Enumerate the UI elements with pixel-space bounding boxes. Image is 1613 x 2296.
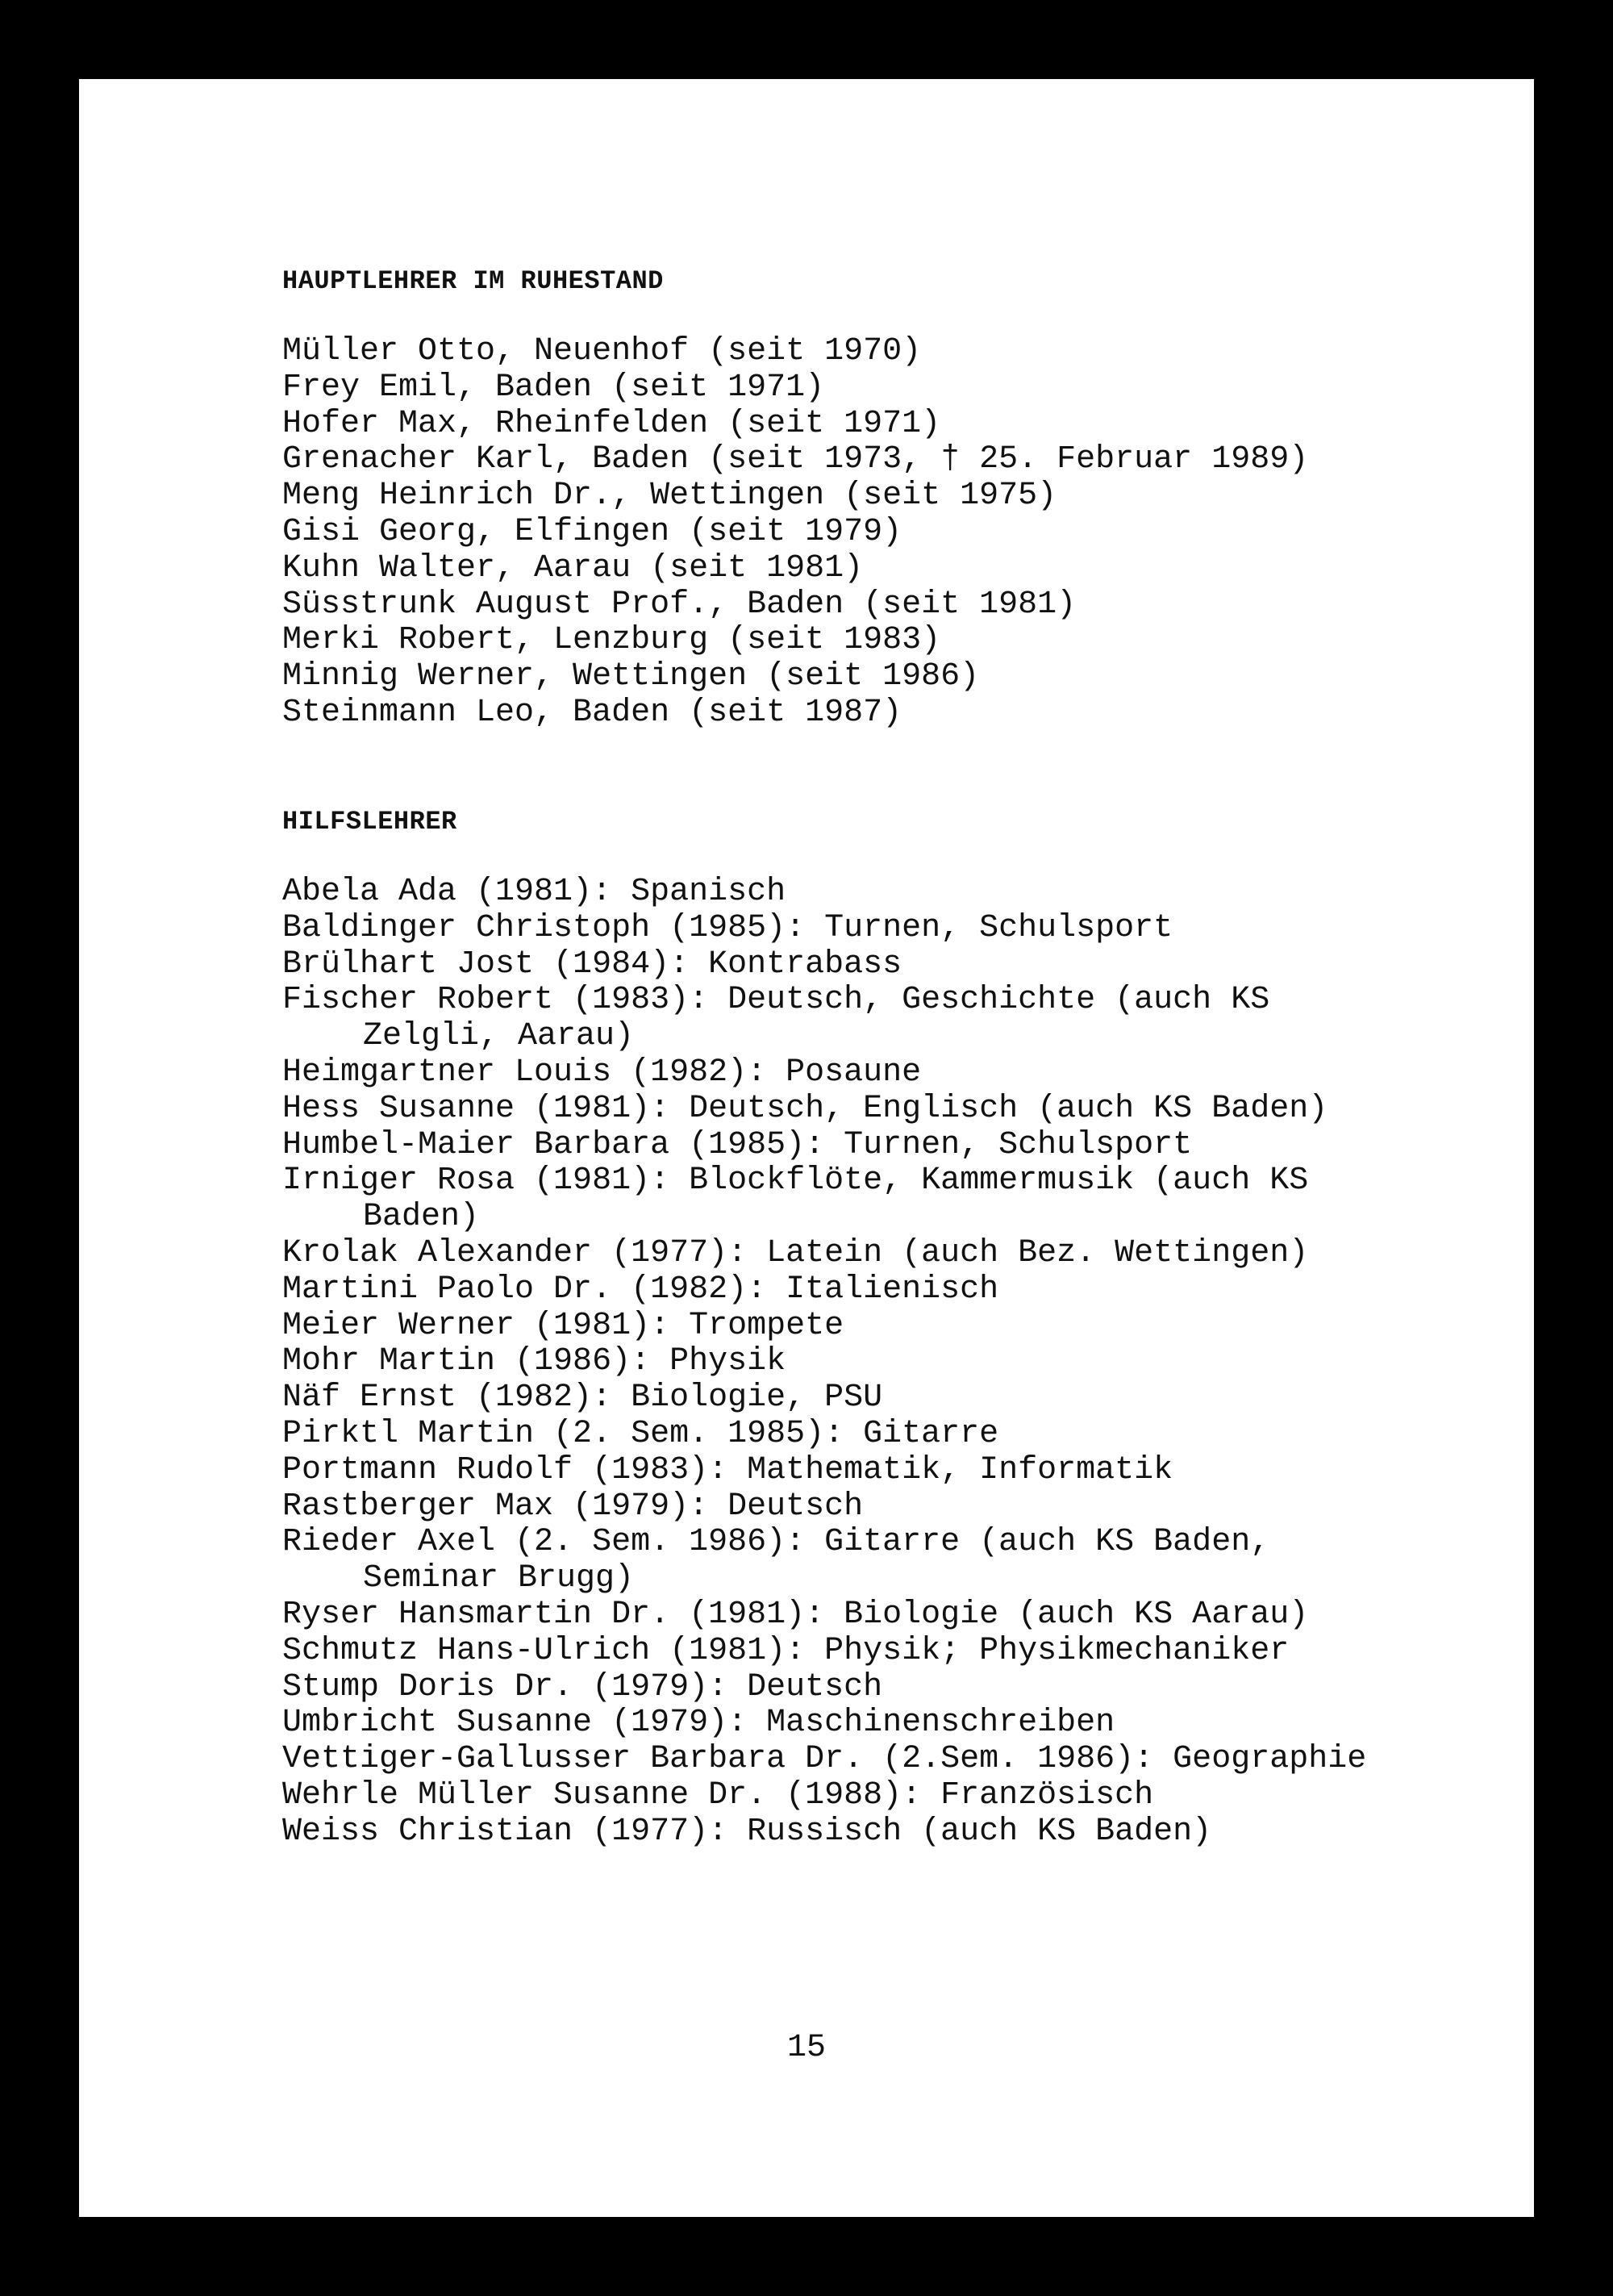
- entry-text: Ryser Hansmartin Dr. (1981): Biologie (auch KS Aarau): [282, 1596, 1309, 1633]
- list-item: [282, 1597, 1366, 1634]
- entry-text: Krolak Alexander (1977): Latein (auch Bez. Wettingen): [282, 1234, 1309, 1271]
- entry-continuation: Seminar Brugg): [363, 1560, 635, 1597]
- entry-text: Abela Ada (1981): Spanisch: [282, 874, 786, 910]
- list-item: Müller Otto, Neuenhof (seit 1970): [282, 333, 922, 369]
- list-item: [282, 1417, 1366, 1453]
- entry-text: Irniger Rosa (1981): Blockflöte, Kammermusik (auch KS: [282, 1163, 1309, 1200]
- entry-text: Humbel-Maier Barbara (1985): Turnen, Schulsport: [282, 1126, 1193, 1163]
- list-item: Merki Robert, Lenzburg (seit 1983): [282, 622, 941, 659]
- document-page: [79, 79, 1534, 2217]
- list-item: Gisi Georg, Elfingen (seit 1979): [282, 513, 902, 550]
- entry-text: Umbricht Susanne (1979): Maschinenschreiben: [282, 1705, 1115, 1742]
- entry-text: Stump Doris Dr. (1979): Deutsch: [282, 1668, 883, 1705]
- entry-text: Mohr Martin (1986): Physik: [282, 1343, 786, 1380]
- list-item: [282, 1344, 1366, 1380]
- list-item: [282, 1778, 1366, 1814]
- list-item: [282, 1814, 1366, 1851]
- list-item: [282, 1309, 1366, 1345]
- list-item: [282, 1128, 1366, 1164]
- list-item: Frey Emil, Baden (seit 1971): [282, 369, 825, 406]
- list-item: [282, 911, 1366, 947]
- list-item: [282, 983, 1366, 1055]
- entry-text: Rieder Axel (2. Sem. 1986): Gitarre (auch KS Baden,: [282, 1524, 1270, 1561]
- entry-text: Meier Werner (1981): Trompete: [282, 1307, 844, 1344]
- list-item: Steinmann Leo, Baden (seit 1987): [282, 694, 902, 731]
- list-item: [282, 947, 1366, 983]
- entry-text: Martini Paolo Dr. (1982): Italienisch: [282, 1271, 999, 1308]
- list-item: [282, 1634, 1366, 1670]
- entry-text: Rastberger Max (1979): Deutsch: [282, 1488, 864, 1525]
- entry-text: Weiss Christian (1977): Russisch (auch KS Baden): [282, 1813, 1212, 1850]
- list-item: Süsstrunk August Prof., Baden (seit 1981): [282, 586, 1077, 623]
- list-item: Grenacher Karl, Baden (seit 1973, † 25. Februar 1989): [282, 441, 1309, 478]
- list-item: Kuhn Walter, Aarau (seit 1981): [282, 549, 864, 587]
- list-item: [282, 1272, 1366, 1309]
- entry-text: Pirktl Martin (2. Sem. 1985): Gitarre: [282, 1415, 999, 1452]
- list-item: Minnig Werner, Wettingen (seit 1986): [282, 658, 980, 695]
- entry-text: Schmutz Hans-Ulrich (1981): Physik; Physikmechaniker: [282, 1632, 1290, 1669]
- list-item: Hofer Max, Rheinfelden (seit 1971): [282, 405, 941, 442]
- list-item: Meng Heinrich Dr., Wettingen (seit 1975): [282, 478, 1057, 515]
- entry-text: Brülhart Jost (1984): Kontrabass: [282, 946, 902, 983]
- list-item: [282, 1670, 1366, 1706]
- entry-text: Hess Susanne (1981): Deutsch, Englisch (auch KS Baden): [282, 1090, 1328, 1127]
- entry-text: Näf Ernst (1982): Biologie, PSU: [282, 1380, 883, 1417]
- entry-text: Fischer Robert (1983): Deutsch, Geschichte (auch KS: [282, 982, 1270, 1019]
- list-item: [282, 1092, 1366, 1128]
- list-item: [282, 875, 1366, 911]
- entry-continuation: Zelgli, Aarau): [363, 1018, 635, 1055]
- list-item: [282, 1742, 1366, 1778]
- section-heading-retired-teachers: HAUPTLEHRER IM RUHESTAND: [282, 266, 664, 296]
- list-item: [282, 1380, 1366, 1417]
- entry-text: Baldinger Christoph (1985): Turnen, Schulsport: [282, 909, 1173, 946]
- list-item: [282, 1705, 1366, 1742]
- entry-text: Heimgartner Louis (1982): Posaune: [282, 1054, 922, 1091]
- list-item: [282, 1163, 1366, 1236]
- section-heading-assistant-teachers: HILFSLEHRER: [282, 807, 457, 837]
- retired-teachers-list: [282, 334, 1308, 732]
- entry-text: Vettiger-Gallusser Barbara Dr. (2.Sem. 1986): Geographie: [282, 1741, 1367, 1778]
- list-item: [282, 1525, 1366, 1597]
- list-item: [282, 1055, 1366, 1092]
- entry-text: Wehrle Müller Susanne Dr. (1988): Französisch: [282, 1776, 1154, 1814]
- list-item: [282, 1453, 1366, 1489]
- assistant-teachers-list: [282, 875, 1366, 1851]
- entry-text: Portmann Rudolf (1983): Mathematik, Informatik: [282, 1451, 1173, 1488]
- list-item: [282, 1489, 1366, 1526]
- page-number: 15: [786, 2030, 826, 2066]
- list-item: [282, 1236, 1366, 1272]
- entry-continuation: Baden): [363, 1199, 480, 1236]
